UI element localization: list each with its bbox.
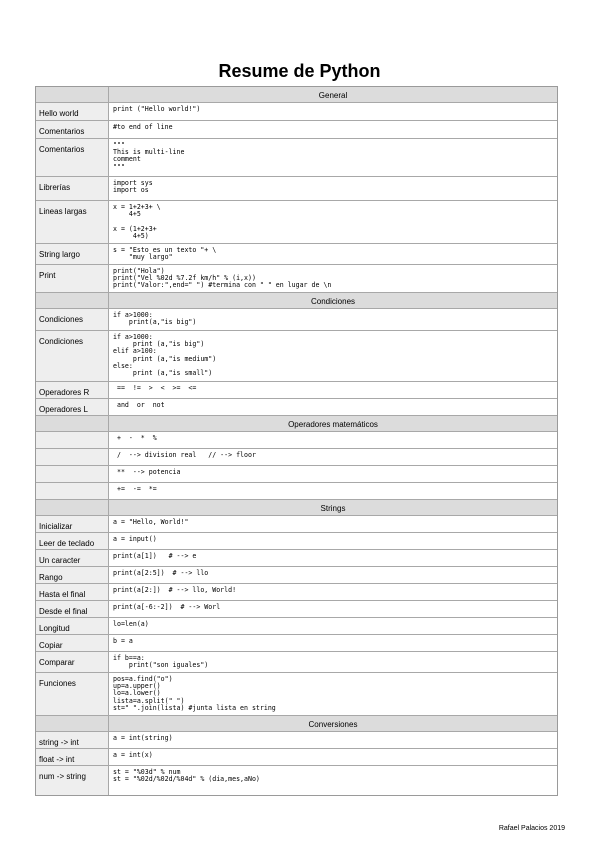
row-label: Comentarios [36,139,109,176]
row-code: + - * % [113,434,157,442]
footer-author: Rafael Palacios 2019 [498,825,565,832]
table-row-operadores-l [36,399,557,416]
table-row-rango [36,567,557,584]
row-label: Condiciones [36,331,109,381]
row-code: a = int(x) [113,751,153,759]
row-code: a = int(string) [113,734,173,742]
row-code: x = 1+2+3+ \ 4+5 x = (1+2+3+ 4+5) [113,203,161,240]
row-code: print(a[2:]) # --> llo, World! [113,586,237,594]
row-label [36,432,109,448]
row-code: if a>1000: print (a,"is big") elif a>100: print (a,"is medium") else: print (a,"is small") [113,333,217,378]
table-row-comentarios-multiline [36,139,557,177]
table-row-num-string [36,766,557,795]
python-summary-table [35,86,558,796]
row-label: Librerías [36,177,109,200]
row-code: pos=a.find("o") up=a.upper() lo=a.lower() lista=a.split(" ") st=" ".join(lista) #junta lista en string [113,675,276,712]
row-code: print("Hola") print("Vel %02d %7.2f km/h" % (i,x)) print("Valor:",end=" ") #termina con " " en lugar de \n [113,267,332,290]
row-label: Condiciones [36,309,109,330]
row-code: a = input() [113,535,157,543]
section-title: General [318,91,348,100]
row-label: Funciones [36,673,109,715]
row-label: Inicializar [36,516,109,532]
row-label [36,466,109,482]
row-code: """ This is multi-line comment """ [113,141,185,171]
row-label: Operadores L [36,399,109,415]
table-row-hasta-final [36,584,557,601]
table-row-float-int [36,749,557,766]
table-row-leer-teclado [36,533,557,550]
row-code: if a>1000: print(a,"is big") [113,311,197,327]
row-code: ** --> potencia [113,468,181,476]
row-label: num -> string [36,766,109,795]
row-label: Comparar [36,652,109,672]
row-label: Operadores R [36,382,109,398]
row-label: Desde el final [36,601,109,617]
section-header-condiciones [36,293,557,309]
row-label: String largo [36,244,109,264]
table-row-inicializar [36,516,557,533]
section-title: Strings [320,504,346,513]
row-label: Leer de teclado [36,533,109,549]
row-code: == != > < >= <= [113,384,197,392]
row-label [36,716,109,731]
section-title: Condiciones [310,297,356,306]
table-row-copiar [36,635,557,652]
row-label: Hasta el final [36,584,109,600]
row-code: a = "Hello, World!" [113,518,189,526]
row-label: Copiar [36,635,109,651]
row-code: st = "%03d" % num st = "%02d/%02d/%04d" % (dia,mes,aNo) [113,768,260,784]
table-row-math-basic [36,432,557,449]
section-header-general [36,87,557,103]
table-row-hello-world [36,103,557,121]
row-label: float -> int [36,749,109,765]
table-row-desde-final [36,601,557,618]
row-code: b = a [113,637,133,645]
row-code: print ("Hello world!") [113,105,201,113]
table-row-condiciones-elif [36,331,557,382]
row-label: string -> int [36,732,109,748]
row-label [36,416,109,431]
table-row-librerias [36,177,557,201]
row-label [36,500,109,515]
row-label [36,87,109,102]
table-row-operadores-r [36,382,557,399]
table-row-longitud [36,618,557,635]
table-row-string-largo [36,244,557,265]
row-code: and or not [113,401,165,409]
row-code: print(a[1]) # --> e [113,552,197,560]
row-label: Comentarios [36,121,109,138]
row-code: print(a[-6:-2]) # --> Worl [113,603,221,611]
table-row-comparar [36,652,557,673]
row-code: print(a[2:5]) # --> llo [113,569,209,577]
row-label [36,293,109,308]
row-code: += -= *= [113,485,157,493]
table-row-condiciones-if [36,309,557,331]
section-title: Operadores matemáticos [288,420,378,429]
row-code: lo=len(a) [113,620,149,628]
table-row-funciones [36,673,557,716]
section-header-conversiones [36,716,557,732]
table-row-math-division [36,449,557,466]
row-code: / --> division real // --> floor [113,451,256,459]
row-label: Hello world [36,103,109,120]
row-label: Lineas largas [36,201,109,243]
row-label: Print [36,265,109,292]
row-label [36,483,109,499]
table-row-math-assign [36,483,557,500]
page-title: Resume de Python [218,61,381,81]
row-code: s = "Esto es un texto "+ \ "muy largo" [113,246,217,262]
row-code: import sys import os [113,179,153,195]
section-title: Conversiones [308,720,358,729]
row-label: Un caracter [36,550,109,566]
row-code: #to end of line [113,123,173,131]
section-header-operadores-matematicos [36,416,557,432]
section-header-strings [36,500,557,516]
table-row-print [36,265,557,293]
table-row-un-caracter [36,550,557,567]
row-code: if b==a: print("son iguales") [113,654,209,670]
row-label: Rango [36,567,109,583]
table-row-math-potencia [36,466,557,483]
row-label: Longitud [36,618,109,634]
table-row-lineas-largas [36,201,557,244]
row-label [36,449,109,465]
table-row-string-int [36,732,557,749]
table-row-comentarios [36,121,557,139]
